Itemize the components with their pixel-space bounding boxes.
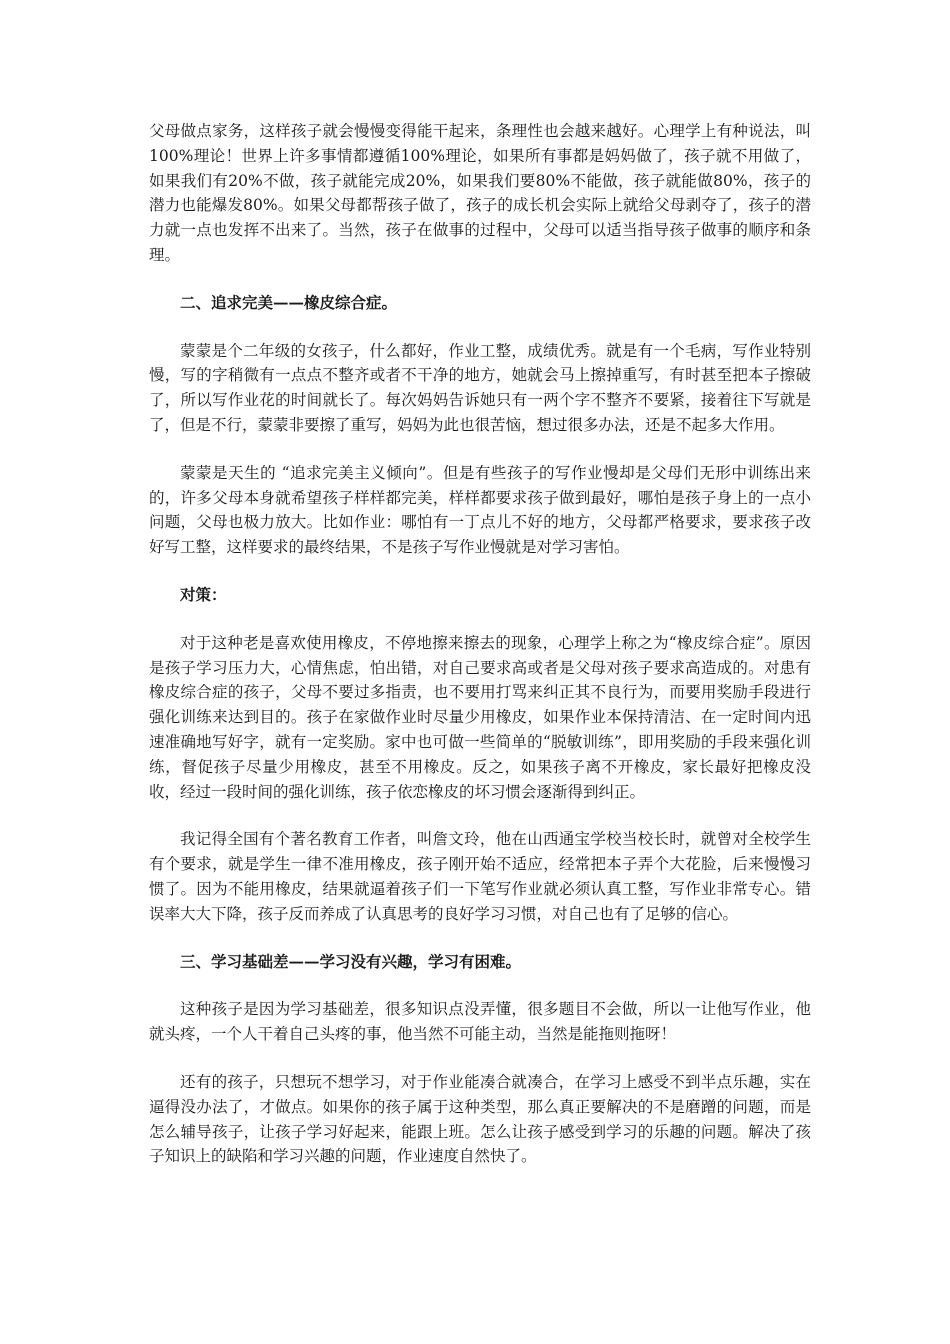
paragraph-mengmeng-story: 蒙蒙是个二年级的女孩子，什么都好，作业工整，成绩优秀。就是有一个毛病，写作业特别慢，写的字稍微有一点点不整齐或者不干净的地方，她就会马上擦掉重写，有时甚至把本子擦破了，所以写作业花的时间就长了。每次妈妈告诉她只有一两个字不整齐不要紧，接着往下写就是了，但是不行，蒙蒙非要擦了重写，妈妈为此也很苦恼，想过很多办法，还是不起多大作用。	[149, 341, 811, 434]
paragraph-household-chores: 父母做点家务，这样孩子就会慢慢变得能干起来，条理性也会越来越好。心理学上有种说法，叫100%理论！世界上许多事情都遵循100%理论，如果所有事都是妈妈做了，孩子就不用做了，如果我们有20%不做，孩子就能完成20%，如果我们要80%不能做，孩子就能做80%，孩子的潜力也能爆发80%。如果父母都帮孩子做了，孩子的成长机会实际上就给父母剥夺了，孩子的潜力就一点也发挥不出来了。当然，孩子在做事的过程中，父母可以适当指导孩子做事的顺序和条理。	[149, 122, 811, 264]
paragraph-perfectionism-tendency: 蒙蒙是天生的 “追求完美主义倾向”。但是有些孩子的写作业慢却是父母们无形中训练出来的，许多父母本身就希望孩子样样都完美，样样都要求孩子做到最好，哪怕是孩子身上的一点小问题，父母也极力放大。比如作业：哪怕有一丁点儿不好的地方，父母都严格要求，要求孩子改好写工整，这样要求的最终结果，不是孩子写作业慢就是对学习害怕。	[149, 463, 811, 557]
section-heading-weak-foundation: 三、学习基础差——学习没有兴趣，学习有困难。	[180, 951, 522, 971]
document-body	[149, 119, 811, 1192]
section-heading-perfectionism: 二、追求完美——橡皮综合症。	[180, 292, 398, 312]
paragraph-no-interest: 还有的孩子，只想玩不想学习，对于作业能凑合就凑合，在学习上感受不到半点乐趣，实在逼得没办法了，才做点。如果你的孩子属于这种类型，那么真正要解决的不是磨蹭的问题，而是怎么辅导孩子，让孩子学习好起来，能跟上班。怎么让孩子感受到学习的乐趣的问题。解决了孩子知识上的缺陷和学习兴趣的问题，作业速度自然快了。	[149, 1072, 811, 1166]
subheading-countermeasures: 对策：	[180, 584, 227, 604]
paragraph-educator-example: 我记得全国有个著名教育工作者，叫詹文玲，他在山西通宝学校当校长时，就曾对全校学生有个要求，就是学生一律不准用橡皮，孩子刚开始不适应，经常把本子弄个大花脸，后来慢慢习惯了。因为不能用橡皮，结果就逼着孩子们一下笔写作业就必须认真工整，写作业非常专心。错误率大大下降，孩子反而养成了认真思考的良好学习习惯，对自己也有了足够的信心。	[149, 830, 811, 923]
paragraph-weak-foundation: 这种孩子是因为学习基础差，很多知识点没弄懂，很多题目不会做，所以一让他写作业，他就头疼，一个人干着自己头疼的事，他当然不可能主动，当然是能拖则拖呀！	[149, 1000, 811, 1044]
paragraph-eraser-syndrome: 对于这种老是喜欢使用橡皮，不停地擦来擦去的现象，心理学上称之为“橡皮综合症”。原因是孩子学习压力大，心情焦虑，怕出错，对自己要求高或者是父母对孩子要求高造成的。对患有橡皮综合症的孩子，父母不要过多指责，也不要用打骂来纠正其不良行为，而要用奖励手段进行强化训练来达到目的。孩子在家做作业时尽量少用橡皮，如果作业本保持清洁、在一定时间内迅速准确地写好字，就有一定奖励。家中也可做一些简单的“脱敏训练”，即用奖励的手段来强化训练，督促孩子尽量少用橡皮，甚至不用橡皮。反之，如果孩子离不开橡皮，家长最好把橡皮没收，经过一段时间的强化训练，孩子依恋橡皮的坏习惯会逐渐得到纠正。	[149, 633, 811, 801]
